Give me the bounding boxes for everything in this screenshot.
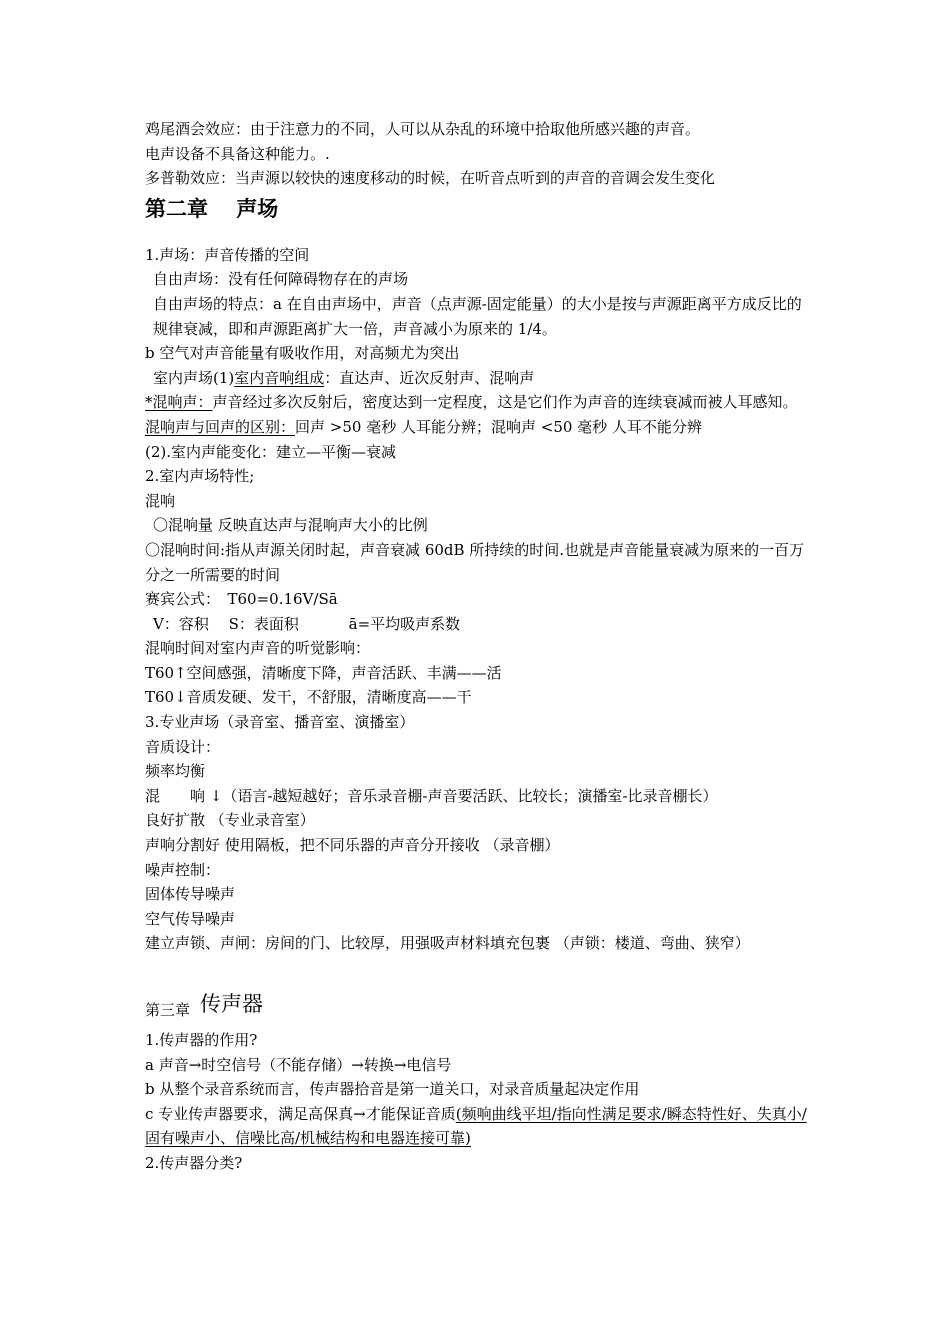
sound-field-definition: 1.声场：声音传播的空间 [145, 245, 310, 264]
mic-function-b: b 从整个录音系统而言，传声器拾音是第一道关口，对录音质量起决定作用 [145, 1080, 640, 1099]
chapter-2-heading: 第二章 声场 [145, 195, 279, 221]
device-line: 电声设备不具备这种能力。. [145, 144, 330, 163]
doppler-effect-line: 多普勒效应：当声源以较快的速度移动的时候，在听音点听到的声音的音调会发生变化 [145, 169, 716, 188]
indoor-energy-change: (2).室内声能变化：建立—平衡—衰减 [145, 442, 397, 461]
free-field-feature-a: 自由声场的特点：a 在自由声场中，声音（点声源-固定能量）的大小是按与声源距离平方成反比的规律衰减，即和声源距离扩大一倍，声音减小为原来的 1/4。 [153, 294, 802, 338]
chapter-3-heading [145, 992, 815, 1022]
indoor-composition-list: ：直达声、近次反射声、混响声 [324, 368, 535, 387]
reverb-echo-text: 回声 >50 毫秒 人耳能分辨；混响声 <50 毫秒 人耳不能分辨 [295, 417, 702, 436]
noise-control: 噪声控制： [145, 860, 221, 879]
indoor-field-line [145, 366, 815, 391]
t60-down: T60↓音质发硬、发干，不舒服，清晰度高——干 [145, 688, 472, 707]
reverb-amount: 〇混响量 反映直达声与混响声大小的比例 [153, 516, 428, 535]
reverb-label: 混响 [145, 491, 176, 510]
mic-function-c [145, 1102, 815, 1151]
indoor-field-prefix: 室内声场(1) [153, 368, 235, 387]
frequency-balance: 频率均衡 [145, 762, 206, 781]
solid-borne-noise: 固体传导噪声 [145, 885, 236, 904]
good-diffusion: 良好扩散 （专业录音室） [145, 811, 315, 830]
document-body [145, 117, 815, 1176]
cocktail-effect-line: 鸡尾酒会效应：由于注意力的不同，人可以从杂乱的环境中拾取他所感兴趣的声音。 [145, 120, 701, 138]
reverb-term: *混响声： [145, 393, 213, 412]
professional-field: 3.专业声场（录音室、播音室、演播室） [145, 713, 415, 732]
reverb-definition [145, 390, 815, 415]
mic-function-question: 1.传声器的作用? [145, 1031, 258, 1049]
sound-separation: 声响分割好 使用隔板，把不同乐器的声音分开接收 （录音棚） [145, 836, 560, 855]
reverb-echo-difference [145, 415, 815, 440]
reverb-time: 〇混响时间:指从声源关闭时起，声音衰减 60dB 所持续的时间.也就是声音能量衰减为原来的一百万分之一所需要的时间 [145, 540, 805, 584]
mic-requirement-text: c 专业传声器要求，满足高保真→才能保证音质 [145, 1104, 456, 1123]
reverb-echo-term: 混响声与回声的区别： [145, 417, 296, 436]
indoor-composition-term: 室内音响组成 [234, 368, 325, 387]
reverb-effect-title: 混响时间对室内声音的听觉影响： [145, 639, 371, 658]
t60-up: T60↑空间感强，清晰度下降，声音活跃、丰满——活 [145, 663, 502, 682]
chapter-3-title: 传声器 [200, 992, 264, 1016]
reverb-text: 声音经过多次反射后，密度达到一定程度，这是它们作为声音的连续衰减而被人耳感知。 [212, 393, 798, 412]
sound-quality-design: 音质设计： [145, 737, 221, 756]
mic-requirement-list: (频响曲线平坦/指向性满足要求/瞬态特性好、失真小/固有噪声小、信噪比高/机械结构和电器连接可靠) [145, 1104, 807, 1148]
formula-variables: V：容积 S：表面积 ā=平均吸声系数 [153, 614, 461, 633]
mic-function-a: a 声音→时空信号（不能存储）→转换→电信号 [145, 1055, 452, 1074]
mic-classification: 2.传声器分类? [145, 1153, 243, 1172]
sound-lock: 建立声锁、声闸：房间的门、比较厚，用强吸声材料填充包裹 （声锁：楼道、弯曲、狭窄） [145, 934, 750, 953]
indoor-field-properties: 2.室内声场特性; [145, 467, 255, 486]
free-field-definition: 自由声场：没有任何障碍物存在的声场 [153, 270, 409, 289]
airborne-noise: 空气传导噪声 [145, 909, 236, 928]
chapter-3-number: 第三章 [145, 1001, 191, 1019]
sabine-formula: 赛宾公式： T60=0.16V/Sā [145, 590, 338, 609]
reverb-requirement: 混 响 ↓（语言-越短越好；音乐录音棚-声音要活跃、比较长；演播室-比录音棚长） [145, 786, 718, 805]
free-field-feature-b: b 空气对声音能量有吸收作用，对高频尤为突出 [145, 344, 460, 363]
